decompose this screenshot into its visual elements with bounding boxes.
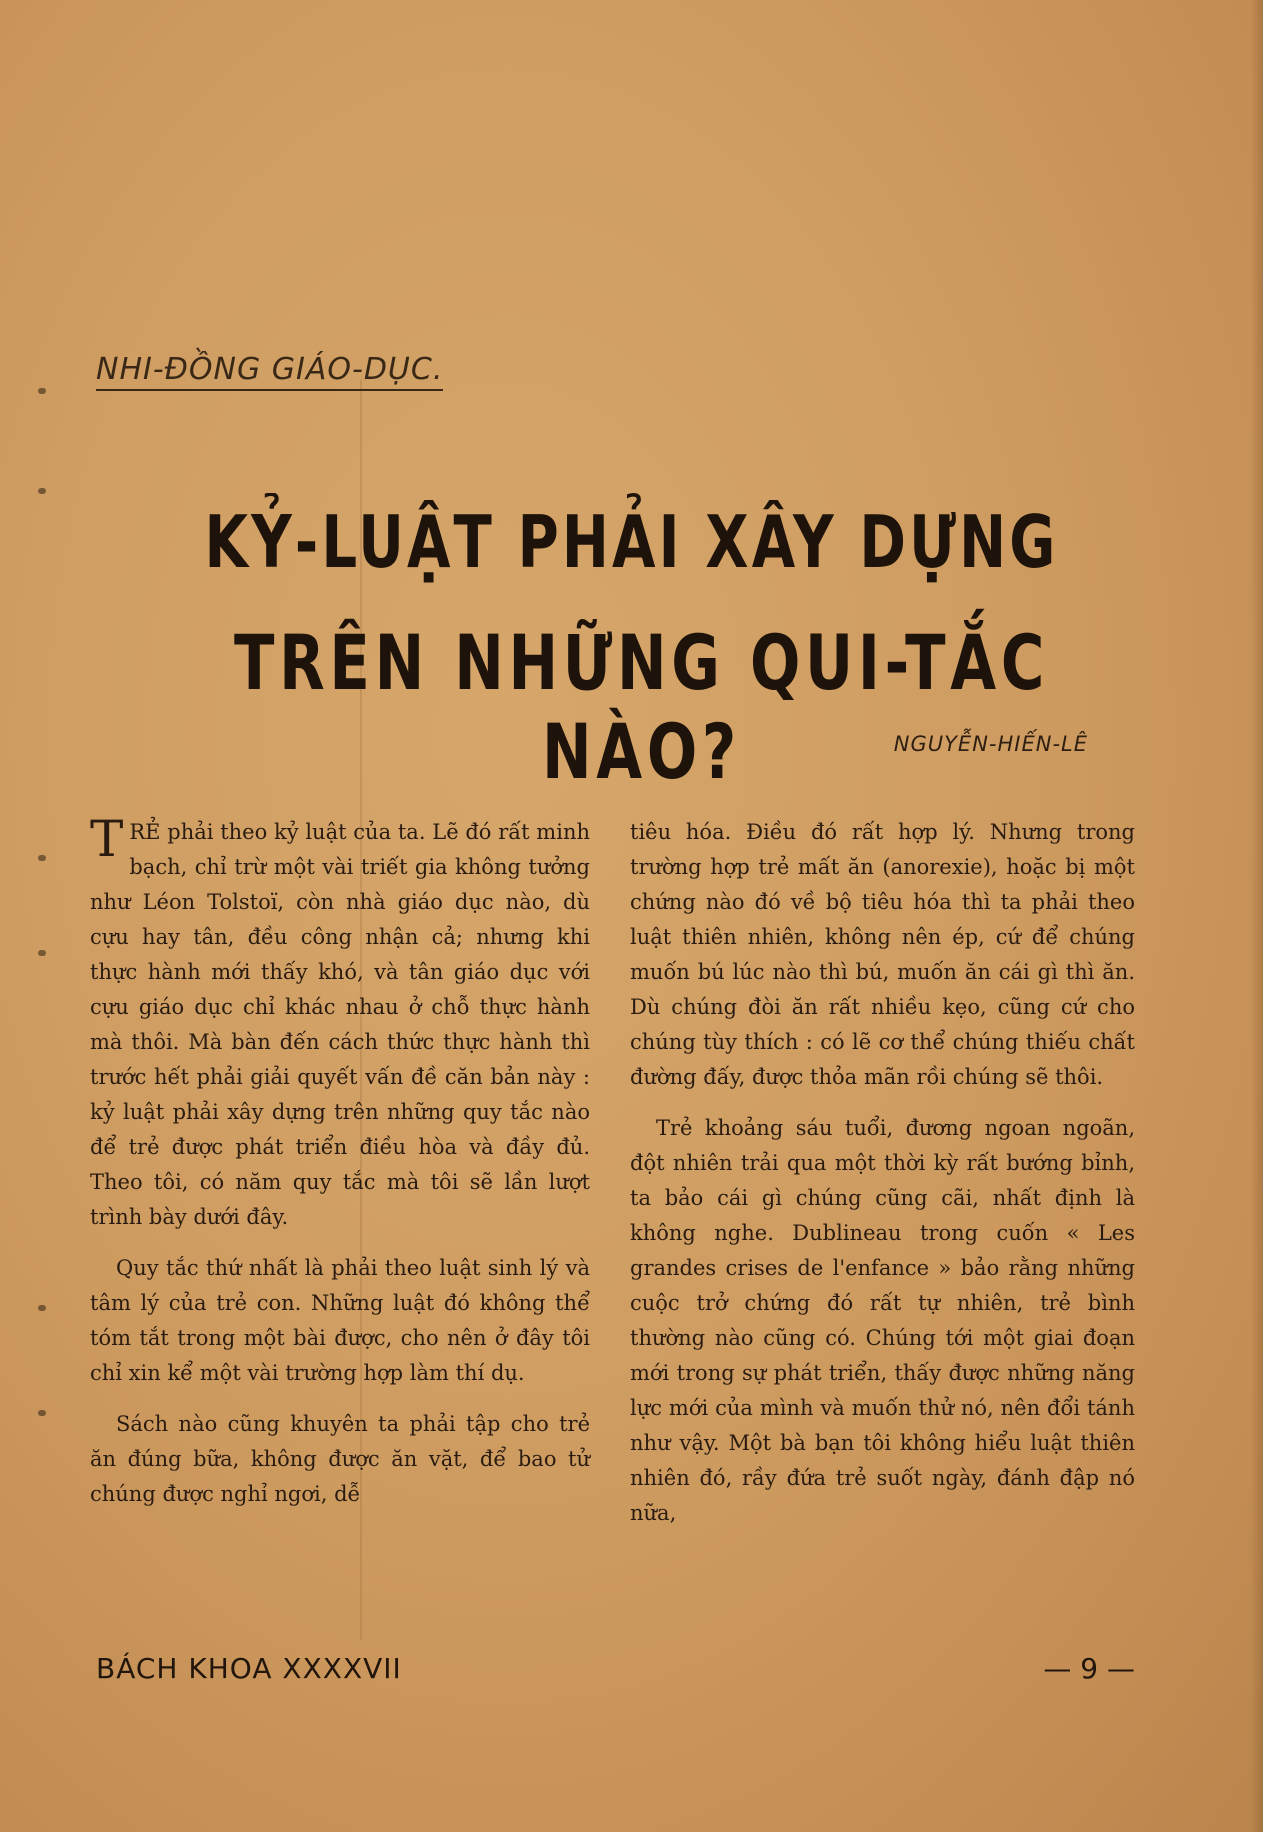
publication-name: BÁCH KHOA XXXXVII <box>96 1652 402 1685</box>
page-number: — 9 — <box>1043 1652 1135 1685</box>
margin-mark <box>38 950 46 956</box>
margin-mark <box>38 388 46 394</box>
margin-mark <box>38 1305 46 1311</box>
paragraph: Trẻ khoảng sáu tuổi, đương ngoan ngoãn, đột nhiên trải qua một thời kỳ rất bướng bỉnh, ta bảo cái gì chúng cũng cãi, nhất định là không nghe. Dublineau trong cuốn « Les grandes crises de l'enfance » bảo rằng những cuộc trở chứng đó rất tự nhiên, trẻ bình thường nào cũng có. Chúng tới một giai đoạn mới trong sự phát triển, thấy được những năng lực mới của mình và muốn thử nó, nên đổi tánh như vậy. Một bà bạn tôi không hiểu luật thiên nhiên đó, rầy đứa trẻ suốt ngày, đánh đập nó nữa, <box>630 1116 1135 1525</box>
text-column-left <box>90 810 590 1528</box>
drop-cap: T <box>90 810 124 868</box>
paragraph: tiêu hóa. Điều đó rất hợp lý. Nhưng trong trường hợp trẻ mất ăn (anorexie), hoặc bị một chứng nào đó về bộ tiêu hóa thì ta phải theo luật thiên nhiên, không nên ép, cứ để chúng muốn bú lúc nào thì bú, muốn ăn cái gì thì ăn. Dù chúng đòi ăn rất nhiều kẹo, cũng cứ cho chúng tùy thích : có lẽ cơ thể chúng thiếu chất đường đấy, được thỏa mãn rồi chúng sẽ thôi. <box>630 820 1135 1089</box>
margin-mark <box>38 855 46 861</box>
article-title-line-1: KỶ-LUẬT PHẢI XÂY DỰNG <box>204 500 1059 584</box>
paragraph-text: RẺ phải theo kỷ luật của ta. Lẽ đó rất minh bạch, chỉ trừ một vài triết gia không tưởng như Léon Tolstoï, còn nhà giáo dục nào, dù cựu hay tân, đều công nhận cả; nhưng khi thực hành mới thấy khó, và tân giáo dục với cựu giáo dục chỉ khác nhau ở chỗ thực hành mà thôi. Mà bàn đến cách thức thực hành thì trước hết phải giải quyết vấn đề căn bản này : kỷ luật phải xây dựng trên những quy tắc nào để trẻ được phát triển điều hòa và đầy đủ. Theo tôi, có năm quy tắc mà tôi sẽ lần lượt trình bày dưới đây. <box>90 820 590 1229</box>
article-author: NGUYỄN-HIẾN-LÊ <box>893 732 1088 756</box>
text-column-right <box>630 815 1135 1547</box>
paragraph: Quy tắc thứ nhất là phải theo luật sinh lý và tâm lý của trẻ con. Những luật đó không thể tóm tắt trong một bài được, cho nên ở đây tôi chỉ xin kể một vài trường hợp làm thí dụ. <box>90 1256 590 1385</box>
section-label: NHI-ĐỒNG GIÁO-DỤC. <box>96 352 443 391</box>
article-title-line-2: TRÊN NHỮNG QUI-TẮC NÀO? <box>233 618 1050 796</box>
margin-mark <box>38 488 46 494</box>
page-edge-shadow <box>1251 0 1263 1832</box>
paragraph: Sách nào cũng khuyên ta phải tập cho trẻ ăn đúng bữa, không được ăn vặt, để bao tử chúng được nghỉ ngơi, dễ <box>90 1412 590 1506</box>
paragraph <box>90 810 590 1235</box>
margin-mark <box>38 1410 46 1416</box>
